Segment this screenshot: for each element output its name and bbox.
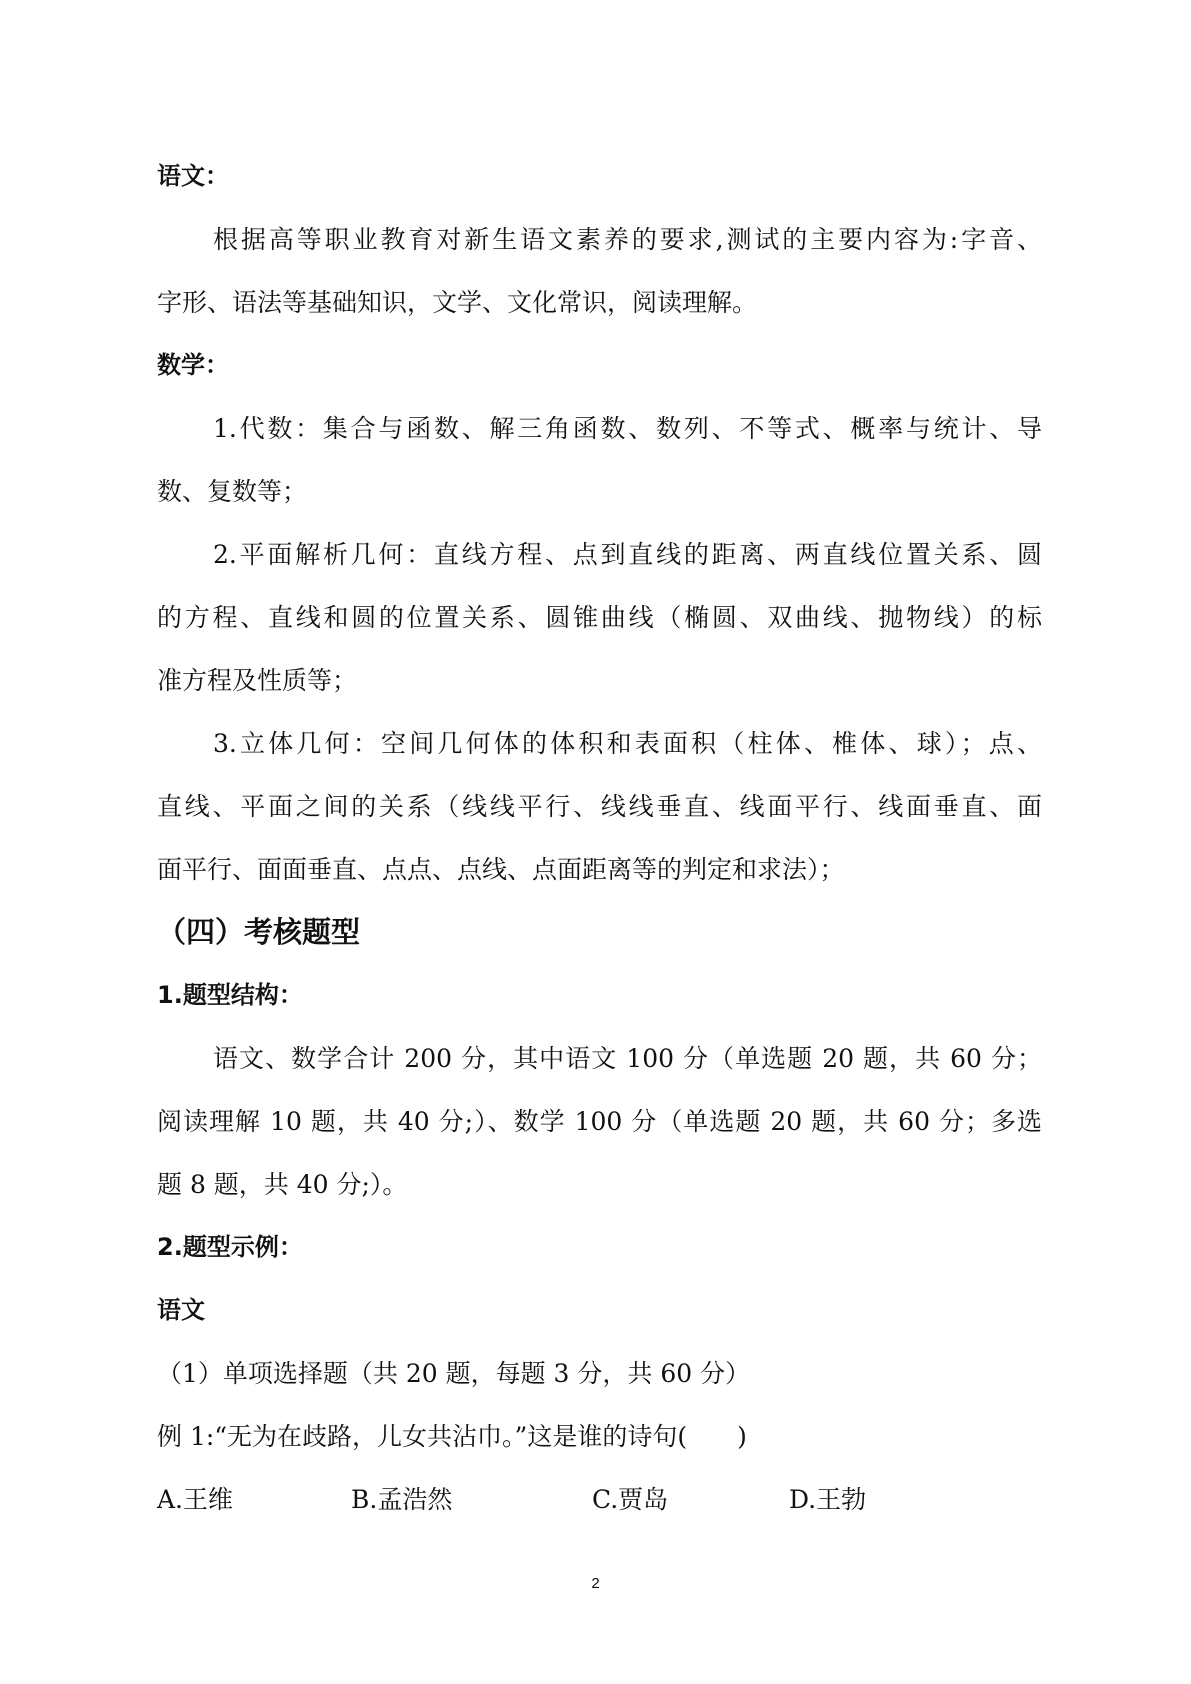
document-page	[157, 145, 1042, 1531]
paragraph-line: 面平行、面面垂直、点点、点线、点面距离等的判定和求法）；	[157, 855, 845, 884]
page-number: 2	[591, 1575, 600, 1592]
answer-options	[157, 1468, 1042, 1531]
paragraph-line: 语文、数学合计 200 分，其中语文 100 分（单选题 20 题，共 60 分；	[213, 1044, 1042, 1073]
option-c: C.贾岛	[592, 1485, 669, 1514]
math-heading: 数学：	[157, 351, 229, 379]
paragraph-line: 2.平面解析几何：直线方程、点到直线的距离、两直线位置关系、圆	[213, 540, 1042, 569]
paragraph-line: 题 8 题，共 40 分;）。	[157, 1170, 408, 1199]
section-title: （四）考核题型	[157, 915, 361, 949]
option-a: A.王维	[157, 1485, 234, 1514]
paragraph-line: 的方程、直线和圆的位置关系、圆锥曲线（椭圆、双曲线、抛物线）的标	[157, 603, 1042, 632]
example-heading: 2.题型示例：	[157, 1233, 303, 1261]
paragraph-line: 根据高等职业教育对新生语文素养的要求,测试的主要内容为:字音、	[213, 225, 1042, 254]
paragraph-line: 阅读理解 10 题，共 40 分;）、数学 100 分（单选题 20 题，共 60 分；多选	[157, 1107, 1042, 1136]
question-text: 例 1:“无为在歧路，儿女共沾巾。”这是谁的诗句( )	[157, 1422, 747, 1451]
question-type: （1）单项选择题（共 20 题，每题 3 分，共 60 分）	[157, 1359, 751, 1388]
option-d: D.王勃	[789, 1485, 867, 1514]
paragraph-line: 直线、平面之间的关系（线线平行、线线垂直、线面平行、线面垂直、面	[157, 792, 1042, 821]
paragraph-line: 准方程及性质等；	[157, 666, 358, 695]
option-b: B.孟浩然	[351, 1485, 453, 1514]
paragraph-line: 1.代数：集合与函数、解三角函数、数列、不等式、概率与统计、导	[213, 414, 1042, 443]
example-subject: 语文	[157, 1296, 205, 1324]
chinese-heading: 语文：	[157, 162, 229, 190]
paragraph-line: 3.立体几何：空间几何体的体积和表面积（柱体、椎体、球）；点、	[213, 729, 1042, 758]
paragraph-line: 数、复数等；	[157, 477, 308, 506]
structure-heading: 1.题型结构：	[157, 981, 303, 1009]
paragraph-line: 字形、语法等基础知识，文学、文化常识，阅读理解。	[157, 288, 758, 317]
